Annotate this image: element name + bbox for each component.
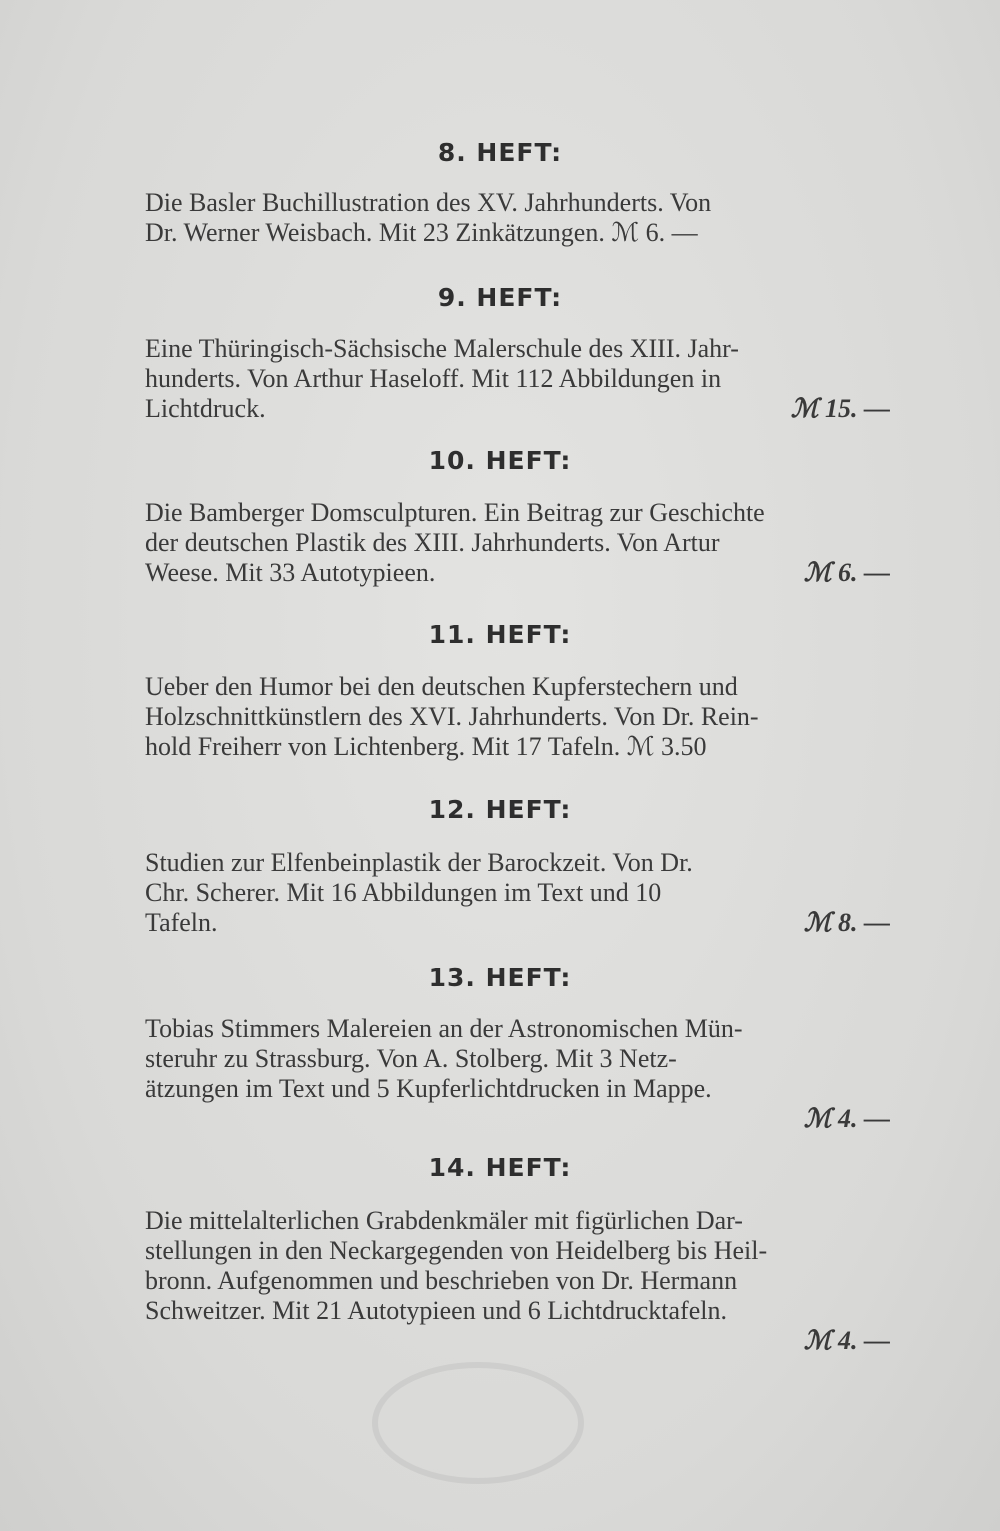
heft-12-line-3	[145, 908, 890, 938]
heft-11-heading: 11. HEFT:	[428, 620, 572, 649]
heft-13-line-1: Tobias Stimmers Malereien an der Astronomischen Mün-	[145, 1014, 743, 1043]
heft-14-price: ℳ 4. —	[803, 1326, 890, 1355]
heft-9-line-3-text: Lichtdruck.	[145, 394, 266, 423]
heft-9-line-2: hunderts. Von Arthur Haseloff. Mit 112 Abbildungen in	[145, 364, 722, 393]
heft-14-line-2: stellungen in den Neckargegenden von Heidelberg bis Heil-	[145, 1236, 768, 1265]
heft-10-text	[145, 498, 890, 588]
heft-10-line-3	[145, 558, 890, 588]
heft-10-line-1: Die Bamberger Domsculpturen. Ein Beitrag zur Geschichte	[145, 498, 765, 527]
heft-9-line-3	[145, 394, 890, 424]
heft-13-line-3: ätzungen im Text und 5 Kupferlichtdrucken in Mappe.	[145, 1074, 712, 1103]
heft-12-line-3-text: Tafeln.	[145, 908, 218, 937]
heft-12-line-2: Chr. Scherer. Mit 16 Abbildungen im Text und 10	[145, 878, 662, 907]
heft-11-line-1: Ueber den Humor bei den deutschen Kupferstechern und	[145, 672, 738, 701]
heft-8-heading: 8. HEFT:	[437, 138, 563, 167]
heft-9-line-1: Eine Thüringisch-Sächsische Malerschule des XIII. Jahr-	[145, 334, 739, 363]
heft-11-line-2: Holzschnittkünstlern des XVI. Jahrhunderts. Von Dr. Rein-	[145, 702, 759, 731]
heft-14-heading: 14. HEFT:	[428, 1153, 572, 1182]
heft-11-text	[145, 672, 890, 762]
heft-8-line-1: Die Basler Buchillustration des XV. Jahrhunderts. Von	[145, 188, 712, 217]
heft-12-heading: 12. HEFT:	[428, 795, 572, 824]
heft-10-line-3-text: Weese. Mit 33 Autotypieen.	[145, 558, 436, 587]
heft-12-price: ℳ 8. —	[803, 908, 890, 937]
heft-8-text	[145, 188, 890, 248]
heft-13-heading: 13. HEFT:	[428, 963, 572, 992]
heft-10-line-2: der deutschen Plastik des XIII. Jahrhunderts. Von Artur	[145, 528, 720, 557]
heft-10-price: ℳ 6. —	[803, 558, 890, 587]
heft-11-line-3: hold Freiherr von Lichtenberg. Mit 17 Tafeln. ℳ 3.50	[145, 732, 707, 761]
heft-13-price: ℳ 4. —	[803, 1104, 890, 1133]
heft-14-text	[145, 1206, 890, 1356]
heft-12-text	[145, 848, 890, 938]
heft-14-line-3: bronn. Aufgenommen und beschrieben von Dr. Hermann	[145, 1266, 738, 1295]
heft-14-line-1: Die mittelalterlichen Grabdenkmäler mit figürlichen Dar-	[145, 1206, 743, 1235]
heft-14-line-4: Schweitzer. Mit 21 Autotypieen und 6 Lichtdrucktafeln.	[145, 1296, 727, 1325]
library-stamp	[372, 1362, 584, 1484]
heft-9-heading: 9. HEFT:	[437, 283, 563, 312]
heft-10-heading: 10. HEFT:	[428, 446, 572, 475]
heft-9-text	[145, 334, 890, 424]
heft-9-price: ℳ 15. —	[790, 394, 890, 423]
heft-12-line-1: Studien zur Elfenbeinplastik der Barockzeit. Von Dr.	[145, 848, 693, 877]
heft-8-line-2: Dr. Werner Weisbach. Mit 23 Zinkätzungen. ℳ 6. —	[145, 218, 698, 247]
heft-13-text	[145, 1014, 890, 1134]
heft-13-line-2: steruhr zu Strassburg. Von A. Stolberg. Mit 3 Netz-	[145, 1044, 677, 1073]
